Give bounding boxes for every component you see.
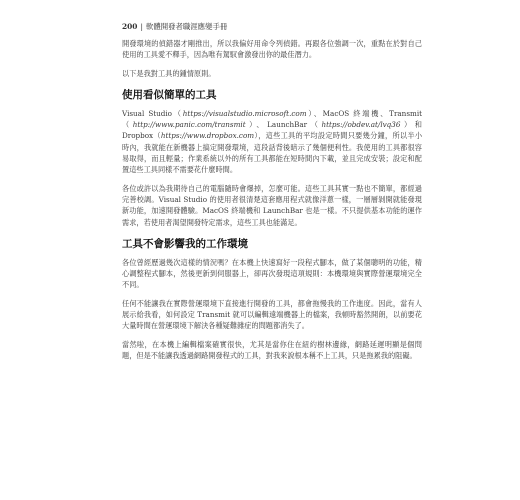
intro-paragraph-2: 以下是我對工具的鍾情原則。 [122,68,216,78]
text-span: Visual Studio（ [122,108,183,118]
transmit-link: http://www.panic.com/transmit [132,120,246,130]
header-separator: | [140,22,143,31]
section-heading-environment: 工具不會影響我的工作環境 [122,237,248,250]
book-page [122,22,422,368]
environment-paragraph-3: 當然啦，在本機上編輯檔案確實很快，尤其是當你住在紐約樹林邊緣，網路延遲明顯是個問題，但是不能讓我透過網路開發程式的工具，對我來說根本稱不上工具，只是拖累我的阻礙。 [122,339,422,360]
environment-paragraph-1: 各位曾經歷過幾次這樣的情況嗎？在本機上快速寫好一段程式腳本，做了某個聰明的功能，精心調整程式腳本，然後更新到伺服器上，卻再次發現這項規則：本機環境與實際營運環境完全不同。 [122,257,422,290]
visualstudio-link: https://visualstudio.microsoft.com [182,108,307,118]
text-span: ）、LaunchBar（ [245,120,322,130]
environment-paragraph-2: 任何不能讓我在實際營運環境下直接進行開發的工具，都會拖慢我的工作進度。因此，當有人展示給我看，如何設定 Transmit 就可以編輯遠端機器上的檔案，我頓時豁然開朗，以前要花大量時間在營運環境下解決各種疑難雜症的問題都消失了。 [122,298,422,331]
book-title: 軟體開發者職涯應變手冊 [145,22,228,31]
tools-paragraph-2: 各位或許以為我期待自己的電腦隨時會爆掉，怎麼可能。這些工具其實一點也不簡單，都經過完善校調。Visual Studio 的使用者很清楚這套應用程式就像洋蔥一樣，一層層剝開就能發現新功能，加速開發體驗。MacOS 終端機和 LaunchBar 也是一樣。不只提供基本功能的運作需求，若使用者渴望開發特定需求，這些工具也能滿足。 [122,183,422,227]
page-header [122,22,422,32]
tools-paragraph-1 [122,108,422,176]
launchbar-link: https://obdev.at/lvq36 [321,120,401,130]
page-number: 200 [122,22,138,31]
text-span: ）、MacOS 終端機、Transmit（ [122,108,423,130]
text-span: ）和 Dropbox（ [122,120,422,141]
section-heading-simple-tools: 使用看似簡單的工具 [122,88,217,101]
text-span: ），這些工具的平均設定時間只要幾分鐘，所以半小時內，我就能在新機器上搞定開發環境，這段話背後暗示了幾個便利性。我使用的工具都很容易取得，而且輕量；作業系統以外的所有工具都能在短時間內下載，並且完成安裝；設定和配置這些工具同樣不需要花什麼時間。 [122,131,423,175]
intro-paragraph-1: 開發環境的偵錯器才剛推出，所以我偏好用命令列偵錯。再跟各位強調一次，重點在於對自己使用的工具愛不釋手，因為唯有駕馭會激發出你的最佳潛力。 [122,39,422,60]
dropbox-link: https://www.dropbox.com [160,131,255,141]
